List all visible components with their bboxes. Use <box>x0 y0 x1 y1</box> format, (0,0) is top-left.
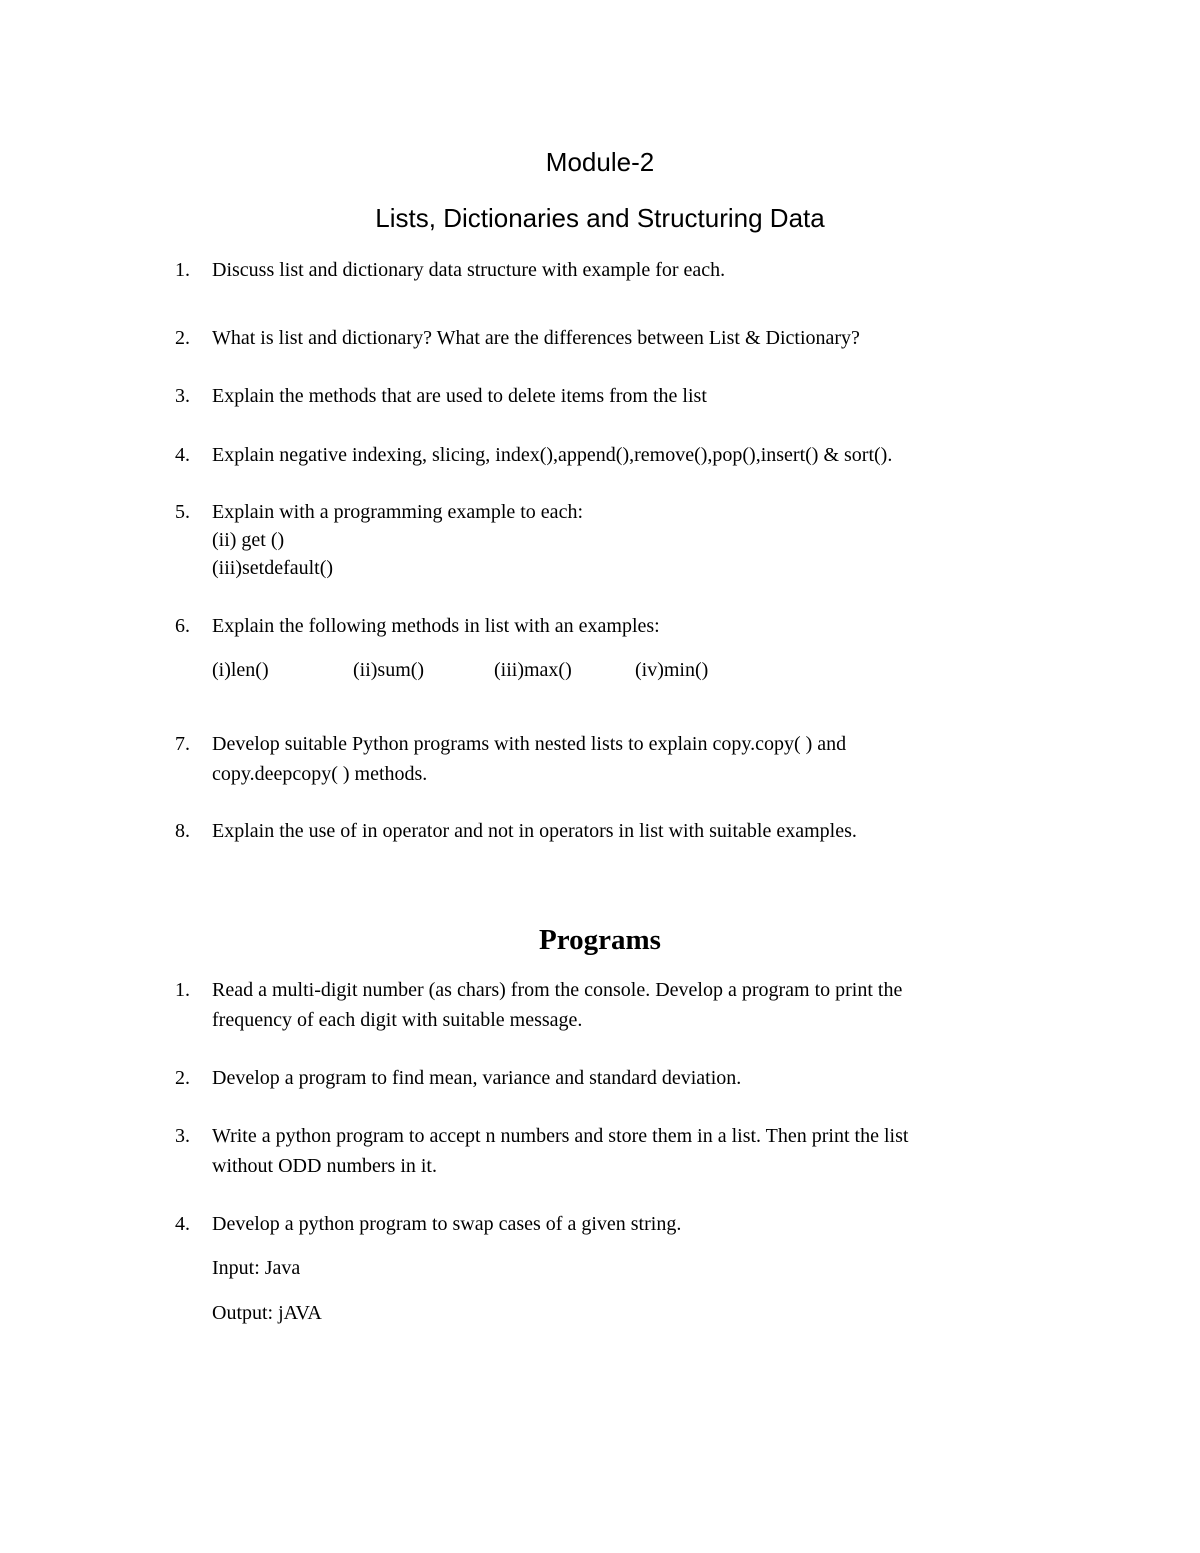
question-item <box>175 381 1055 411</box>
question-number: 2. <box>175 327 190 349</box>
question-number: 1. <box>175 259 190 281</box>
question-item <box>175 323 1055 353</box>
programs-heading: Programs <box>539 924 661 956</box>
function-label: (i)len() <box>212 659 269 681</box>
function-list <box>212 655 1055 685</box>
question-text: Explain the methods that are used to delete items from the list <box>212 385 707 407</box>
function-label: (iv)min() <box>635 659 709 681</box>
program-text: Develop a program to find mean, variance and standard deviation. <box>212 1067 742 1089</box>
example-output: Output: jAVA <box>212 1302 322 1324</box>
program-item <box>175 975 1055 1035</box>
question-item <box>175 498 1055 582</box>
question-text: What is list and dictionary? What are the differences between List & Dictionary? <box>212 327 860 349</box>
question-item <box>175 255 1055 285</box>
question-text: Explain with a programming example to each: <box>212 501 583 523</box>
program-number: 4. <box>175 1213 190 1235</box>
example-input: Input: Java <box>212 1257 301 1279</box>
program-item <box>175 1063 1055 1093</box>
question-number: 5. <box>175 501 190 523</box>
function-label: (ii)sum() <box>353 659 425 681</box>
question-item <box>175 816 1055 846</box>
program-text: Develop a python program to swap cases of a given string. <box>212 1213 682 1235</box>
question-item <box>175 611 1055 685</box>
program-item <box>175 1209 1055 1239</box>
question-text: Develop suitable Python programs with nested lists to explain copy.copy( ) and <box>212 733 847 755</box>
question-text: Explain the following methods in list with an examples: <box>212 615 660 637</box>
program-number: 2. <box>175 1067 190 1089</box>
program-item <box>175 1121 1055 1181</box>
question-number: 4. <box>175 444 190 466</box>
question-number: 6. <box>175 615 190 637</box>
question-number: 3. <box>175 385 190 407</box>
program-number: 3. <box>175 1125 190 1147</box>
section-title: Lists, Dictionaries and Structuring Data <box>375 203 825 233</box>
question-subitem: (iii)setdefault() <box>212 557 334 579</box>
question-item <box>175 440 1055 470</box>
question-text: Discuss list and dictionary data structure with example for each. <box>212 259 726 281</box>
question-item <box>175 729 1055 789</box>
program-number: 1. <box>175 979 190 1001</box>
question-text: Explain the use of in operator and not in operators in list with suitable examples. <box>212 820 857 842</box>
question-number: 7. <box>175 733 190 755</box>
question-text: copy.deepcopy( ) methods. <box>212 763 428 785</box>
program-text: Write a python program to accept n numbers and store them in a list. Then print the list <box>212 1125 909 1147</box>
question-subitem: (ii) get () <box>212 529 285 551</box>
question-text: Explain negative indexing, slicing, index(),append(),remove(),pop(),insert() & sort(). <box>212 444 893 466</box>
program-text: Read a multi-digit number (as chars) from the console. Develop a program to print the <box>212 979 903 1001</box>
question-number: 8. <box>175 820 190 842</box>
program-text: frequency of each digit with suitable message. <box>212 1009 583 1031</box>
function-label: (iii)max() <box>494 659 572 681</box>
module-title: Module-2 <box>545 147 655 177</box>
program-text: without ODD numbers in it. <box>212 1155 437 1177</box>
